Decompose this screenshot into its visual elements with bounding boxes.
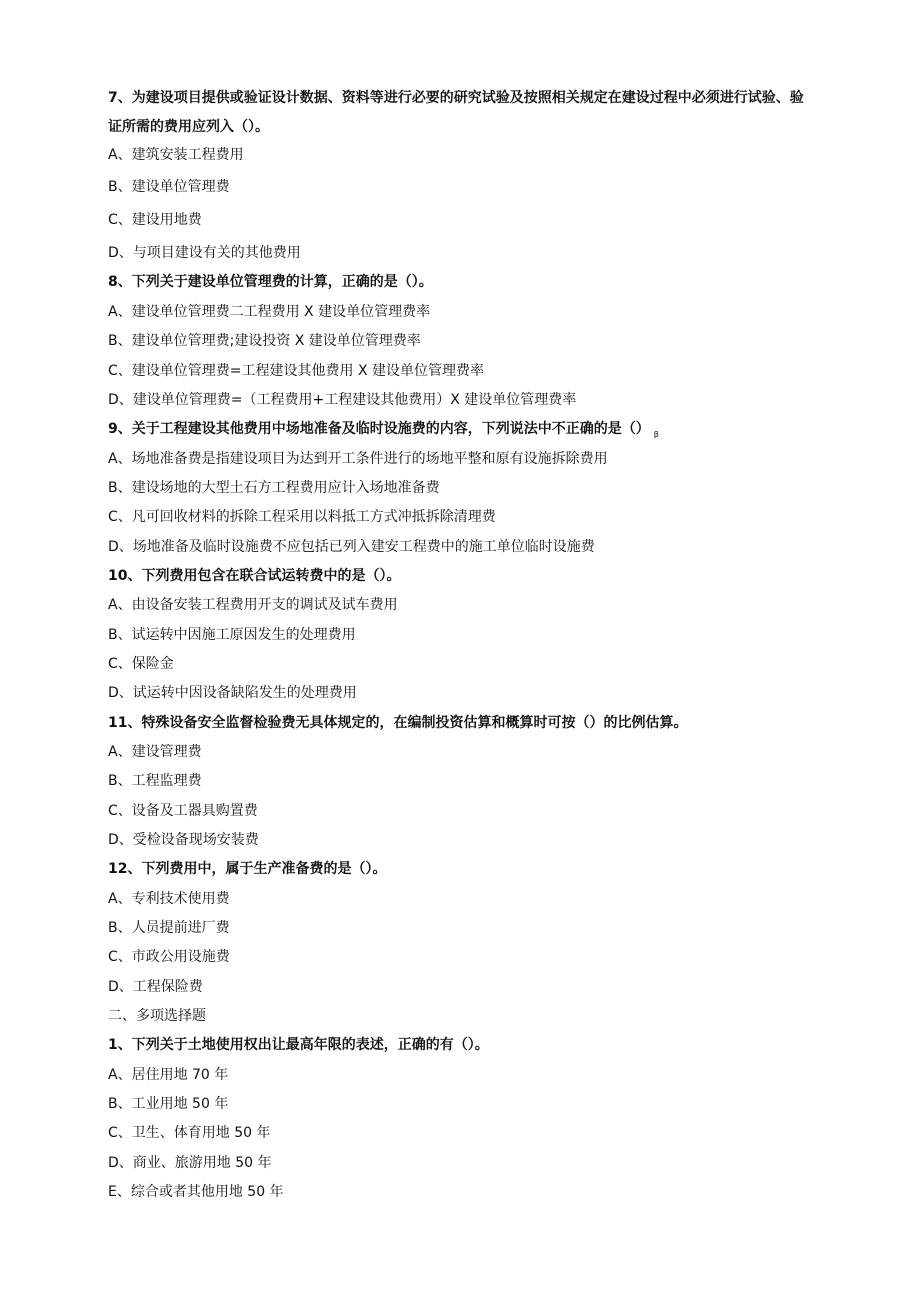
question-12-option-a: A、专利技术使用费: [108, 891, 230, 907]
question-9-option-a: A、场地准备费是指建设项目为达到开工条件进行的场地平整和原有设施拆除费用: [108, 451, 608, 467]
question-9-stem-suffix: β: [653, 430, 659, 439]
question-11-option-d: D、受检设备现场安装费: [108, 832, 259, 848]
question-12-option-c: C、市政公用设施费: [108, 949, 230, 965]
section-title-multiple-choice: 二、多项选择题: [108, 1008, 206, 1024]
question-10-option-b: B、试运转中因施工原因发生的处理费用: [108, 627, 356, 643]
question-7-option-c: C、建设用地费: [108, 212, 202, 228]
question-8-option-c: C、建设单位管理费=工程建设其他费用 X 建设单位管理费率: [108, 363, 484, 379]
question-9-option-d: D、场地准备及临时设施费不应包括已列入建安工程费中的施工单位临时设施费: [108, 539, 595, 555]
question-9-stem: 9、关于工程建设其他费用中场地准备及临时设施费的内容，下列说法中不正确的是（）: [108, 421, 650, 437]
question-9-stem-line: [108, 420, 659, 444]
question-10-option-a: A、由设备安装工程费用开支的调试及试车费用: [108, 597, 398, 613]
question-10-option-d: D、试运转中因设备缺陷发生的处理费用: [108, 685, 357, 701]
multi-question-1-option-c: C、卫生、体育用地 50 年: [108, 1125, 271, 1141]
multi-question-1-option-d: D、商业、旅游用地 50 年: [108, 1155, 272, 1171]
question-10-stem: 10、下列费用包含在联合试运转费中的是（）。: [108, 568, 401, 584]
question-11-option-c: C、设备及工器具购置费: [108, 803, 258, 819]
question-7-option-b: B、建设单位管理费: [108, 179, 230, 195]
question-8-option-b: B、建设单位管理费;建设投资 X 建设单位管理费率: [108, 333, 421, 349]
multi-question-1-stem: 1、下列关于土地使用权出让最高年限的表述，正确的有（）。: [108, 1037, 489, 1053]
question-7-option-d: D、与项目建设有关的其他费用: [108, 245, 301, 261]
question-10-option-c: C、保险金: [108, 656, 174, 672]
question-7-option-a: A、建筑安装工程费用: [108, 147, 244, 163]
question-12-option-b: B、人员提前进厂费: [108, 920, 230, 936]
multi-question-1-option-a: A、居住用地 70 年: [108, 1067, 229, 1083]
question-9-option-c: C、凡可回收材料的拆除工程采用以料抵工方式冲抵拆除清理费: [108, 509, 496, 525]
question-11-stem: 11、特殊设备安全监督检验费无具体规定的，在编制投资估算和概算时可按（）的比例估算。: [108, 715, 688, 731]
multi-question-1-option-b: B、工业用地 50 年: [108, 1096, 229, 1112]
question-8-option-d: D、建设单位管理费=（工程费用+工程建设其他费用）X 建设单位管理费率: [108, 392, 577, 408]
question-8-option-a: A、建设单位管理费二工程费用 X 建设单位管理费率: [108, 304, 431, 320]
question-12-stem: 12、下列费用中，属于生产准备费的是（）。: [108, 861, 387, 877]
question-11-option-b: B、工程监理费: [108, 773, 202, 789]
question-12-option-d: D、工程保险费: [108, 979, 203, 995]
question-9-option-b: B、建设场地的大型土石方工程费用应计入场地准备费: [108, 480, 440, 496]
question-7-stem: 7、为建设项目提供或验证设计数据、资料等进行必要的研究试验及按照相关规定在建设过程中必须进行试验、验证所需的费用应列入（）。: [108, 90, 804, 135]
multi-question-1-option-e: E、综合或者其他用地 50 年: [108, 1184, 284, 1200]
question-11-option-a: A、建设管理费: [108, 744, 202, 760]
question-8-stem: 8、下列关于建设单位管理费的计算，正确的是（）。: [108, 274, 433, 290]
